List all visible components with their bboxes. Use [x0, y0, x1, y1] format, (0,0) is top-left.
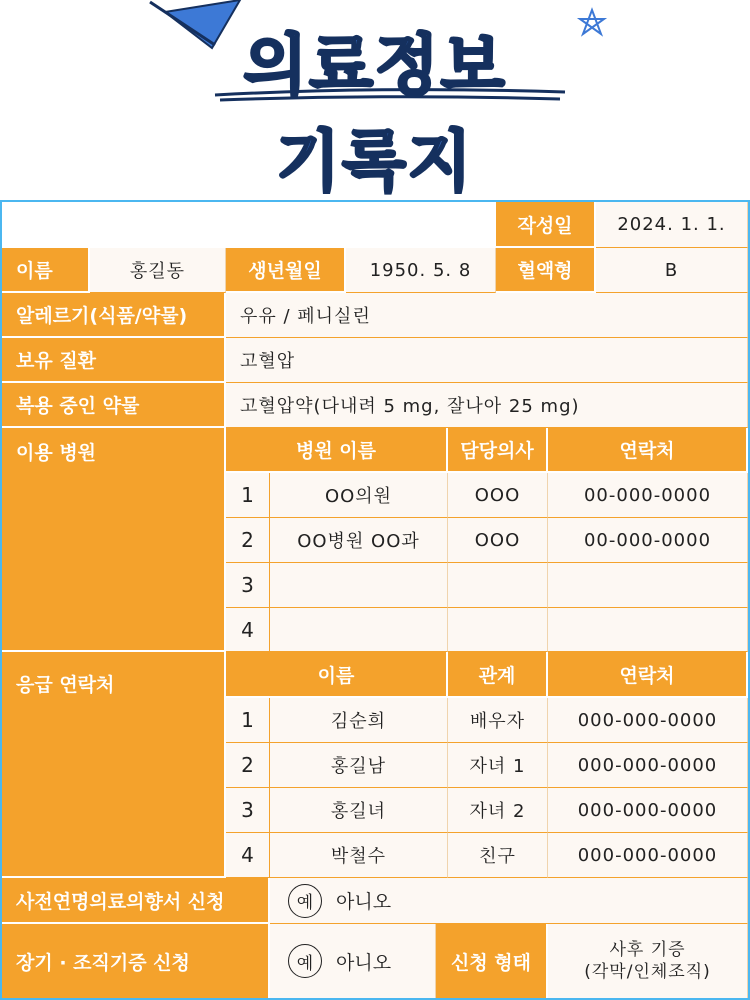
blood-value: B [596, 248, 748, 293]
emergency-row-2-no: 2 [226, 743, 270, 788]
hospitals-col-name: 병원 이름 [226, 428, 448, 473]
hospital-row-4-phone [548, 608, 748, 652]
emergency-row-4-no: 4 [226, 833, 270, 878]
name-value: 홍길동 [90, 248, 226, 293]
blood-label: 혈액형 [496, 248, 596, 293]
organ-donation-label: 장기 · 조직기증 신청 [2, 924, 270, 998]
hospital-row-2-phone: 00-000-0000 [548, 518, 748, 563]
page-title-line2: 기록지 [276, 123, 474, 200]
hospital-row-4-no: 4 [226, 608, 270, 652]
emergency-col-phone: 연락처 [548, 652, 748, 698]
hospital-row-2-name: OO병원 OO과 [270, 518, 448, 563]
advance-directive-label: 사전연명의료의향서 신청 [2, 878, 270, 924]
organ-donation-type-line1: 사후 기증 [609, 940, 686, 960]
hospital-row-3-no: 3 [226, 563, 270, 608]
birth-value: 1950. 5. 8 [346, 248, 496, 293]
written-date-value: 2024. 1. 1. [596, 202, 748, 248]
emergency-label: 응급 연락처 [2, 652, 226, 878]
hospital-row-3-doctor [448, 563, 548, 608]
emergency-row-4-relation: 친구 [448, 833, 548, 878]
hospital-row-1-doctor: OOO [448, 473, 548, 518]
hospital-row-1-name: OO의원 [270, 473, 448, 518]
allergy-value: 우유 / 페니실린 [226, 293, 748, 338]
hospital-row-4-doctor [448, 608, 548, 652]
allergy-label: 알레르기(식품/약물) [2, 293, 226, 338]
name-label: 이름 [2, 248, 90, 293]
emergency-row-1-name: 김순희 [270, 698, 448, 743]
page-title-line1: 의료정보 [243, 27, 507, 104]
emergency-col-name: 이름 [226, 652, 448, 698]
hospital-row-1-phone: 00-000-0000 [548, 473, 748, 518]
emergency-row-4-name: 박철수 [270, 833, 448, 878]
hospitals-label: 이용 병원 [2, 428, 226, 652]
disease-label: 보유 질환 [2, 338, 226, 383]
emergency-row-4-phone: 000-000-0000 [548, 833, 748, 878]
organ-donation-options [270, 924, 436, 998]
hospital-row-1-no: 1 [226, 473, 270, 518]
emergency-row-1-phone: 000-000-0000 [548, 698, 748, 743]
written-date-label: 작성일 [496, 202, 596, 248]
hospital-row-3-name [270, 563, 448, 608]
emergency-row-3-name: 홍길녀 [270, 788, 448, 833]
hospital-row-2-doctor: OOO [448, 518, 548, 563]
emergency-row-2-name: 홍길남 [270, 743, 448, 788]
emergency-row-1-no: 1 [226, 698, 270, 743]
organ-donation-type-line2: (각막/인체조직) [584, 962, 711, 982]
hospital-row-2-no: 2 [226, 518, 270, 563]
medical-info-form [0, 200, 750, 1000]
organ-donation-type-value [548, 924, 748, 998]
emergency-row-2-relation: 자녀 1 [448, 743, 548, 788]
organ-donation-type-label: 신청 형태 [436, 924, 548, 998]
medication-value: 고혈압약(다내려 5 mg, 잘나아 25 mg) [226, 383, 748, 428]
emergency-row-3-no: 3 [226, 788, 270, 833]
emergency-row-2-phone: 000-000-0000 [548, 743, 748, 788]
header [0, 0, 750, 200]
advance-directive-no-option[interactable]: 아니오 [336, 891, 392, 913]
organ-donation-no-option[interactable]: 아니오 [336, 951, 392, 974]
emergency-col-relation: 관계 [448, 652, 548, 698]
hospital-row-4-name [270, 608, 448, 652]
hospitals-col-phone: 연락처 [548, 428, 748, 473]
hospital-row-3-phone [548, 563, 748, 608]
organ-donation-yes-option[interactable]: 예 [288, 944, 322, 978]
medication-label: 복용 중인 약물 [2, 383, 226, 428]
emergency-row-3-relation: 자녀 2 [448, 788, 548, 833]
hospitals-col-doctor: 담당의사 [448, 428, 548, 473]
emergency-row-3-phone: 000-000-0000 [548, 788, 748, 833]
birth-label: 생년월일 [226, 248, 346, 293]
advance-directive-options [270, 878, 748, 924]
emergency-row-1-relation: 배우자 [448, 698, 548, 743]
advance-directive-yes-option[interactable]: 예 [288, 884, 322, 918]
disease-value: 고혈압 [226, 338, 748, 383]
